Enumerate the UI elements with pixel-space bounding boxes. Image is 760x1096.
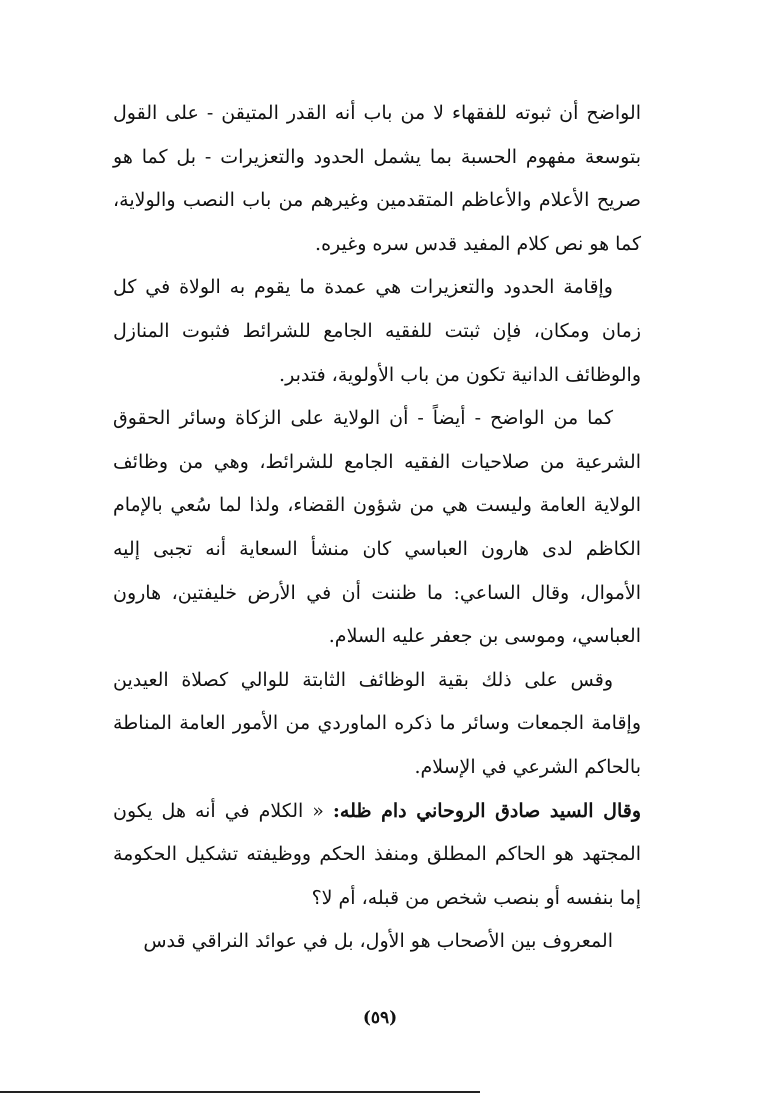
paragraph-5-text: « الكلام في أنه هل يكون المجتهد هو الحاكم المطلق ومنفذ الحكم ووظيفته تشكيل الحكومة إما بنفسه أو بنصب شخص من قبله، أم لا؟	[113, 799, 641, 909]
paragraph-2	[113, 266, 641, 397]
paragraph-3-text: كما من الواضح - أيضاً - أن الولاية على الزكاة وسائر الحقوق الشرعية من صلاحيات الفقيه الجامع للشرائط، وهي من وظائف الولاية العامة وليست هي من شؤون القضاء، ولذا لما سُعي بالإمام الكاظم لدى هارون العباسي كان منشأ السعاية أنه تجبى إليه الأموال، وقال الساعي: ما ظننت أن في الأرض خليفتين، هارون العباسي، وموسى بن جعفر عليه السلام.	[113, 407, 641, 648]
paragraph-4-text: وقس على ذلك بقية الوظائف الثابتة للوالي كصلاة العيدين وإقامة الجمعات وسائر ما ذكره الماوردي من الأمور العامة المناطة بالحاكم الشرعي في الإسلام.	[113, 668, 641, 778]
paragraph-2-text: وإقامة الحدود والتعزيرات هي عمدة ما يقوم به الولاة في كل زمان ومكان، فإن ثبتت للفقيه الجامع للشرائط فثبوت المنازل والوظائف الدانية تكون من باب الأولوية، فتدبر.	[113, 276, 641, 386]
paragraph-3	[113, 397, 641, 659]
paragraph-6-text: المعروف بين الأصحاب هو الأول، بل في عوائد النراقي قدس	[143, 930, 613, 953]
paragraph-4	[113, 659, 641, 790]
page-number: (٥٩)	[362, 1008, 398, 1028]
body-text	[113, 92, 641, 964]
paragraph-5	[113, 790, 641, 921]
paragraph-1-text: الواضح أن ثبوته للفقهاء لا من باب أنه القدر المتيقن - على القول بتوسعة مفهوم الحسبة بما يشمل الحدود والتعزيرات - بل كما هو صريح الأعلام والأعاظم المتقدمين وغيرهم من باب النصب والولاية، كما هو نص كلام المفيد قدس سره وغيره.	[113, 102, 641, 255]
paragraph-1	[113, 92, 641, 266]
footer-rule	[0, 1091, 480, 1093]
paragraph-6	[113, 920, 641, 964]
paragraph-5-lead: وقال السيد صادق الروحاني دام ظله:	[332, 799, 641, 822]
